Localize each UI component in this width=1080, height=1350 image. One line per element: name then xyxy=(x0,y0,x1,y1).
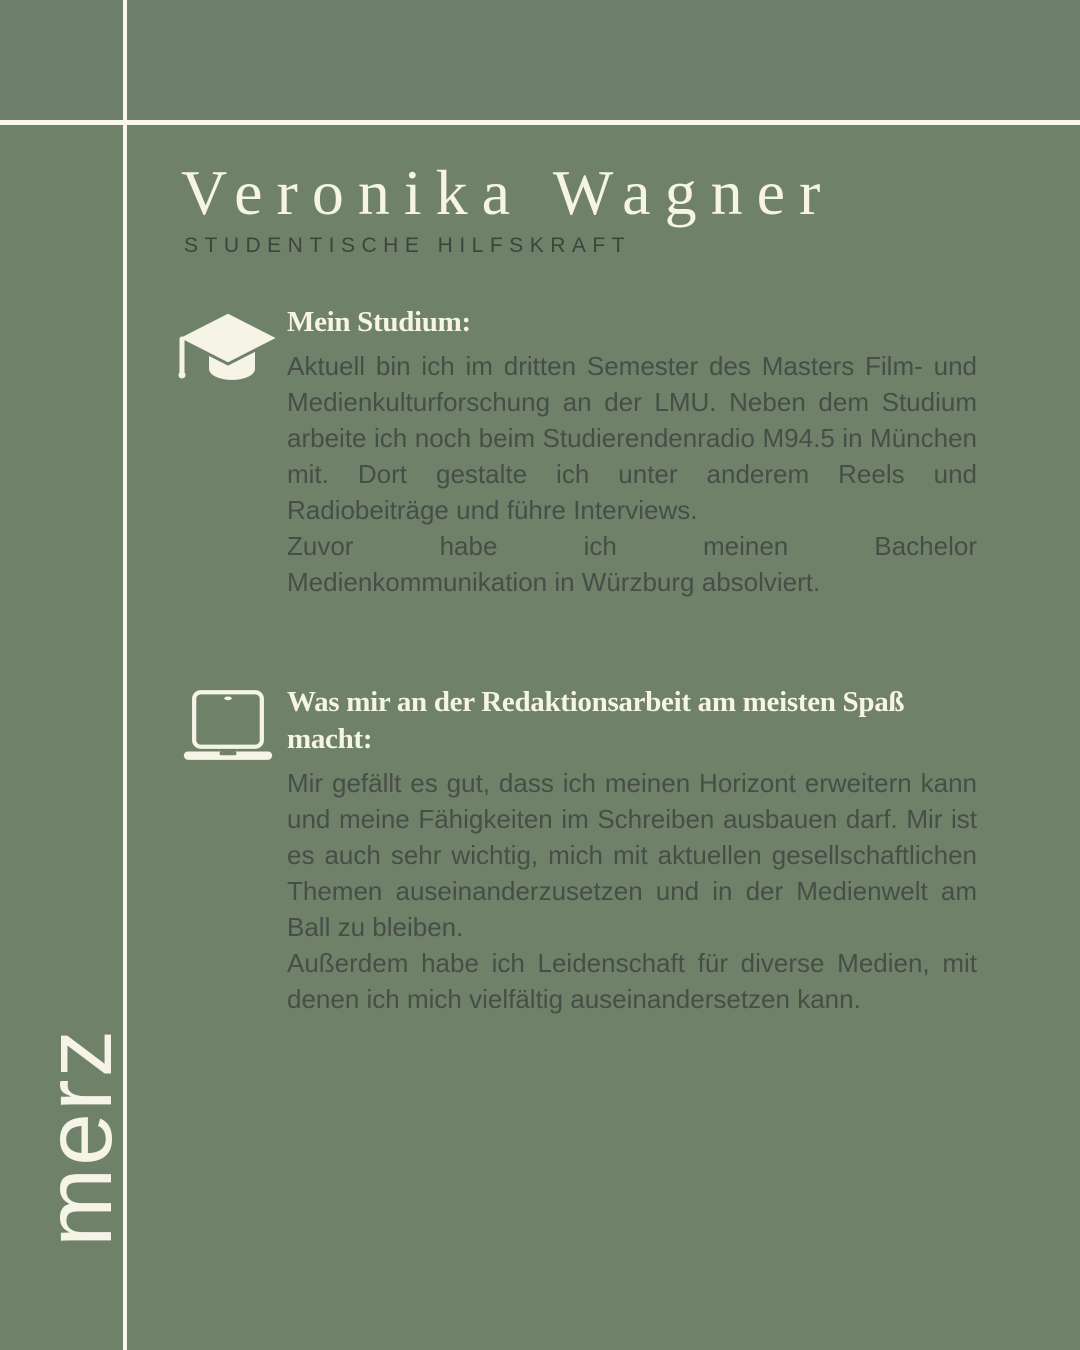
body-paragraph: Mir gefällt es gut, dass ich meinen Horizont erweitern kann und meine Fähigkeiten im Schreiben ausbauen darf. Mir ist es auch sehr wichtig, mich mit aktuellen gesellschaftlichen Themen auseinanderzusetzen und in der Medienwelt am Ball zu bleiben. xyxy=(287,768,977,942)
body-paragraph: Außerdem habe ich Leidenschaft für diverse Medien, mit denen ich mich vielfältig auseinandersetzen kann. xyxy=(287,948,977,1014)
section-heading: Was mir an der Redaktionsarbeit am meisten Spaß macht: xyxy=(287,686,905,755)
graduation-cap-icon xyxy=(173,308,283,386)
body-paragraph-line: Zuvor habe ich meinen Bachelor xyxy=(287,531,977,561)
body-paragraph: Aktuell bin ich im dritten Semester des Masters Film- und Medienkulturforschung an der LMU. Neben dem Studium arbeite ich noch beim Studierendenradio M94.5 in München mit. Dort gestalte ich unter anderem Reels und Radiobeiträge und führe Interviews. xyxy=(287,351,977,525)
horizontal-divider-line xyxy=(0,120,1080,125)
body-paragraph-line: Medienkommunikation in Würzburg absolviert. xyxy=(287,567,821,597)
page-subtitle: STUDENTISCHE HILFSKRAFT xyxy=(184,234,632,257)
merz-logo: merz xyxy=(26,1027,132,1247)
laptop-icon xyxy=(181,688,275,766)
top-band xyxy=(0,0,1080,121)
section-studium xyxy=(287,304,977,600)
section-heading: Mein Studium: xyxy=(287,306,471,338)
section-redaktionsarbeit xyxy=(287,684,977,1017)
page-title: Veronika Wagner xyxy=(181,157,835,228)
